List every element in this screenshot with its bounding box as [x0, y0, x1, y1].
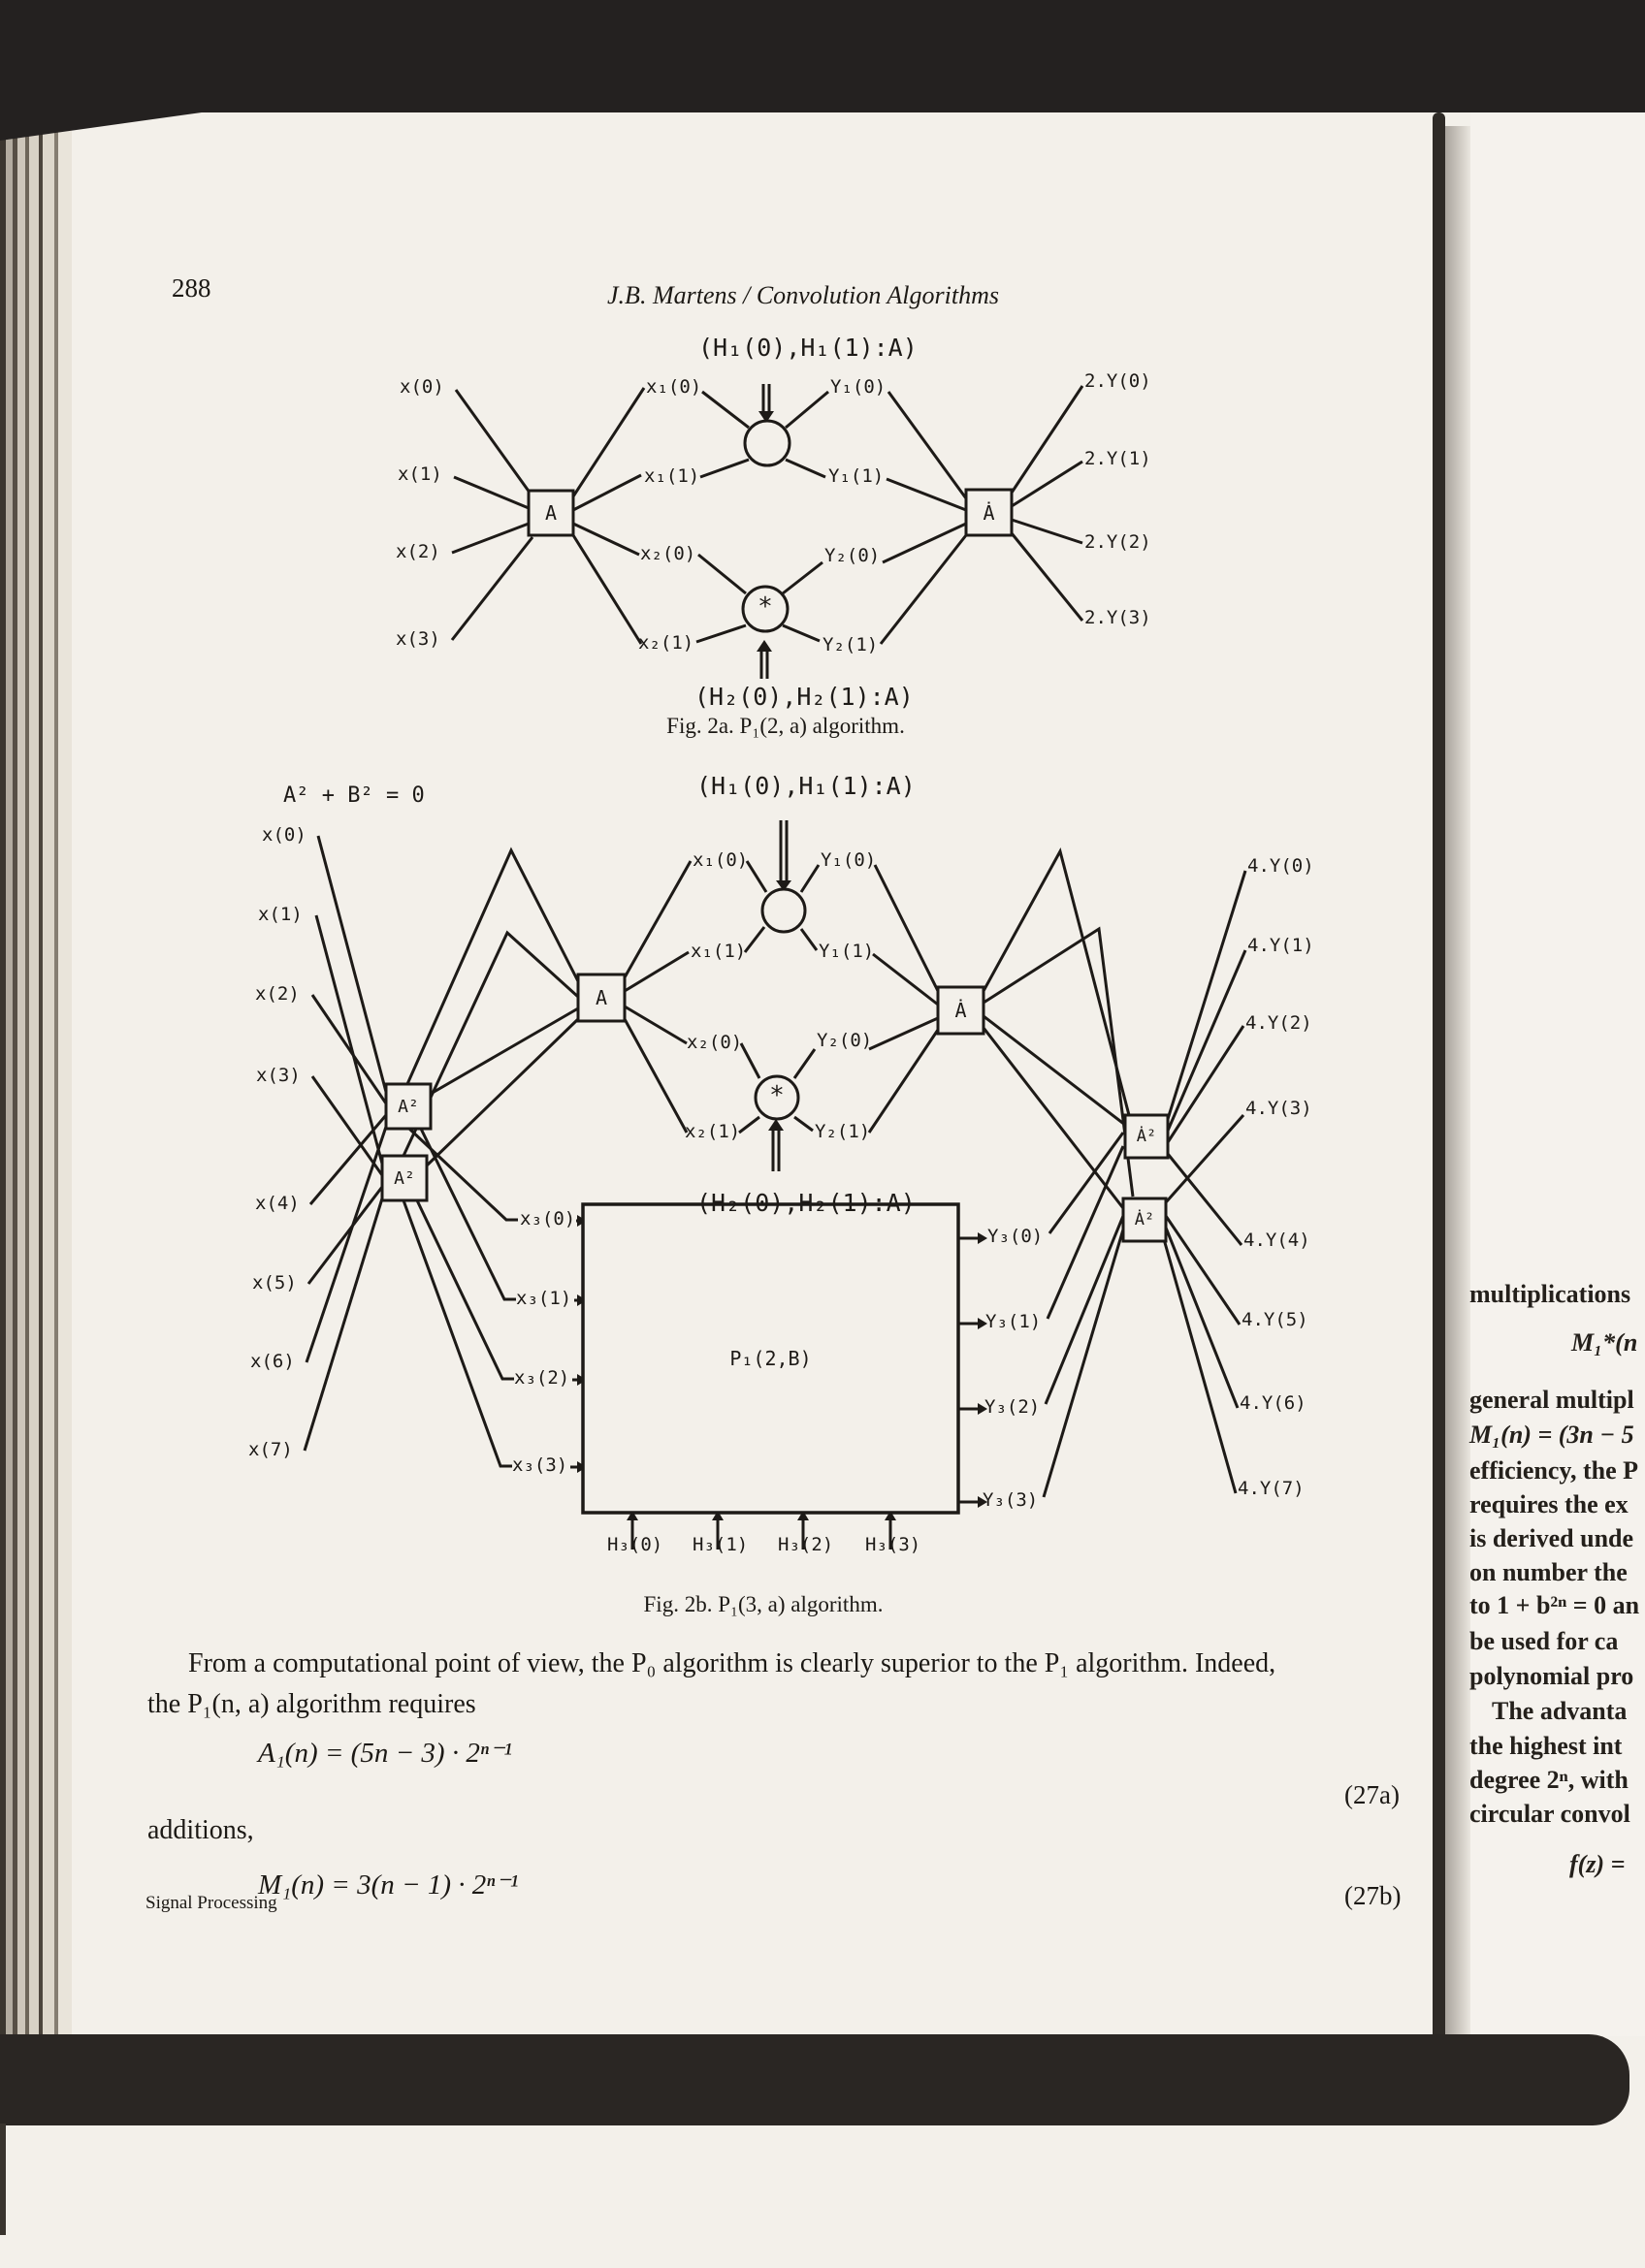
fig2a-midin-1: x₁(1) [644, 465, 700, 487]
fig2a-add-node [745, 421, 790, 465]
fig2b-mult-symbol: * [769, 1081, 785, 1110]
journal-footer: Signal Processing [145, 1893, 277, 1913]
fig2a-midout-2: Y₂(0) [824, 545, 881, 566]
fig2b-output-1: 4.Y(1) [1247, 935, 1314, 956]
rcol-line-8: to 1 + b²ⁿ = 0 an [1469, 1591, 1640, 1619]
fig2b-y3-2: Y₃(2) [984, 1396, 1041, 1418]
fig2b-add-node [762, 889, 805, 932]
fig2b-midin-3: x₂(1) [685, 1121, 741, 1142]
equation-27b-number: (27b) [1344, 1881, 1402, 1910]
equation-27b: M₁(n) = 3(n − 1) · 2ⁿ⁻¹ [258, 1869, 519, 1901]
fig2b-h3-1: H₃(1) [693, 1534, 749, 1555]
fig2a-output-3: 2.Y(3) [1084, 607, 1151, 628]
rcol-line-14: circular convol [1469, 1800, 1630, 1828]
fig2b-input-2: x(2) [255, 983, 300, 1005]
fig2b-midout-1: Y₁(1) [819, 941, 875, 962]
fig2a-output-1: 2.Y(1) [1084, 448, 1151, 469]
fig2b-midin-1: x₁(1) [691, 941, 747, 962]
fig2a-input-0: x(0) [400, 376, 444, 398]
fig2b-midin-0: x₁(0) [693, 849, 749, 871]
rcol-line-13: degree 2ⁿ, with [1469, 1766, 1629, 1794]
fig2b-input-3: x(3) [256, 1065, 301, 1086]
fig2a-midout-1: Y₁(1) [828, 465, 885, 487]
fig2b-P12B-box-label: P₁(2,B) [729, 1347, 812, 1370]
fig2a-input-2: x(2) [396, 541, 440, 562]
fig2b-midin-2: x₂(0) [687, 1032, 743, 1053]
fig2b-caption: Fig. 2b. P₁(3, a) algorithm. [643, 1592, 884, 1616]
fig2a-input-1: x(1) [398, 463, 442, 485]
fig2a-midout-3: Y₂(1) [822, 634, 879, 655]
rcol-line-6: is derived unde [1469, 1524, 1634, 1552]
fig2b-output-6: 4.Y(6) [1240, 1392, 1306, 1414]
rcol-line-9: be used for ca [1469, 1627, 1619, 1655]
rcol-line-10: polynomial pro [1469, 1662, 1634, 1690]
fig2b-output-3: 4.Y(3) [1245, 1098, 1312, 1119]
fig2a-midin-3: x₂(1) [638, 632, 694, 654]
rcol-line-2: general multipl [1469, 1386, 1634, 1414]
fig2a-h2-label: (H₂(0),H₂(1):A) [694, 683, 914, 711]
equation-27a: A₁(n) = (5n − 3) · 2ⁿ⁻¹ [258, 1738, 512, 1769]
fig2b-input-0: x(0) [262, 824, 306, 846]
page-number: 288 [172, 273, 211, 303]
up-arrowhead [757, 640, 772, 652]
fig2b-x3-1: x₃(1) [516, 1288, 572, 1309]
body-paragraph-line1: From a computational point of view, the P₀ algorithm is clearly superior to the P₁ algorithm. Indeed, [188, 1648, 1276, 1678]
fig2b-Adot-box-label: Ȧ [954, 999, 967, 1022]
fig2b-A-box-label: A [595, 986, 608, 1009]
rcol-line-11: The advanta [1492, 1697, 1628, 1725]
fig2b-x3-3: x₃(3) [512, 1454, 568, 1476]
fig2a-right-box-label: Ȧ [983, 500, 995, 525]
fig2a-caption: Fig. 2a. P₁(2, a) algorithm. [666, 714, 905, 738]
fig2b-x3-0: x₃(0) [520, 1208, 576, 1230]
fig2b-x3-2: x₃(2) [514, 1367, 570, 1389]
fig2a-h1-label: (H₁(0),H₁(1):A) [698, 334, 918, 362]
rcol-line-3: M₁(n) = (3n − 5 [1469, 1421, 1634, 1449]
fig2a-mult-symbol: * [758, 592, 773, 622]
additions-label: additions, [147, 1815, 254, 1845]
fig2b-A2dot-box2-label: Ȧ² [1134, 1210, 1155, 1230]
fig2b-output-4: 4.Y(4) [1243, 1230, 1310, 1251]
fig2b-output-7: 4.Y(7) [1238, 1478, 1305, 1499]
fig2b-y3-1: Y₃(1) [985, 1311, 1042, 1332]
rcol-line-0: multiplications [1469, 1280, 1631, 1308]
rcol-line-5: requires the ex [1469, 1490, 1629, 1518]
fig2b-input-1: x(1) [258, 904, 303, 925]
rcol-line-12: the highest int [1469, 1732, 1623, 1760]
fig2b-h3-3: H₃(3) [865, 1534, 921, 1555]
fig2b-input-5: x(5) [252, 1272, 297, 1294]
fig2b-h1-label: (H₁(0),H₁(1):A) [696, 772, 916, 800]
fig2b-y3-0: Y₃(0) [987, 1226, 1044, 1247]
fig2b-midout-0: Y₁(0) [821, 849, 877, 871]
fig2b-h3-0: H₃(0) [607, 1534, 663, 1555]
fig2b-h3-2: H₃(2) [778, 1534, 834, 1555]
fig2b-midout-3: Y₂(1) [815, 1121, 871, 1142]
fig2b-input-7: x(7) [248, 1439, 293, 1460]
equation-27a-number: (27a) [1344, 1780, 1400, 1809]
fig2b-input-4: x(4) [255, 1193, 300, 1214]
fig2b-midout-2: Y₂(0) [817, 1030, 873, 1051]
fig2a-midout-0: Y₁(0) [830, 376, 887, 398]
fig2a-output-0: 2.Y(0) [1084, 370, 1151, 392]
rcol-line-15: f(z) = [1569, 1850, 1626, 1878]
fig2b-h2-label: (H₂(0),H₂(1):A) [696, 1189, 916, 1217]
body-paragraph-line2: the P₁(n, a) algorithm requires [147, 1689, 476, 1719]
fig2a-left-box-label: A [544, 501, 558, 525]
fig2a-output-2: 2.Y(2) [1084, 531, 1151, 553]
fig2b-A2-box1-label: A² [398, 1096, 419, 1117]
fig2b-output-5: 4.Y(5) [1242, 1309, 1308, 1330]
rcol-line-4: efficiency, the P [1469, 1456, 1638, 1485]
fig2b-A2dot-box1-label: Ȧ² [1136, 1127, 1157, 1146]
fig2a-input-3: x(3) [396, 628, 440, 650]
fig2b-A2-box2-label: A² [394, 1167, 415, 1189]
fig2a-midin-2: x₂(0) [640, 543, 696, 564]
rcol-line-7: on number the [1469, 1558, 1628, 1586]
fig2b-output-0: 4.Y(0) [1247, 855, 1314, 877]
fig2a-midin-0: x₁(0) [646, 376, 702, 398]
rcol-line-1: M₁*(n [1571, 1328, 1638, 1357]
fig2b-y3-3: Y₃(3) [983, 1489, 1039, 1511]
fig2b-condition: A² + B² = 0 [283, 783, 425, 808]
fig2b-input-6: x(6) [250, 1351, 295, 1372]
fig2b-output-2: 4.Y(2) [1245, 1012, 1312, 1034]
running-title: J.B. Martens / Convolution Algorithms [607, 281, 999, 309]
